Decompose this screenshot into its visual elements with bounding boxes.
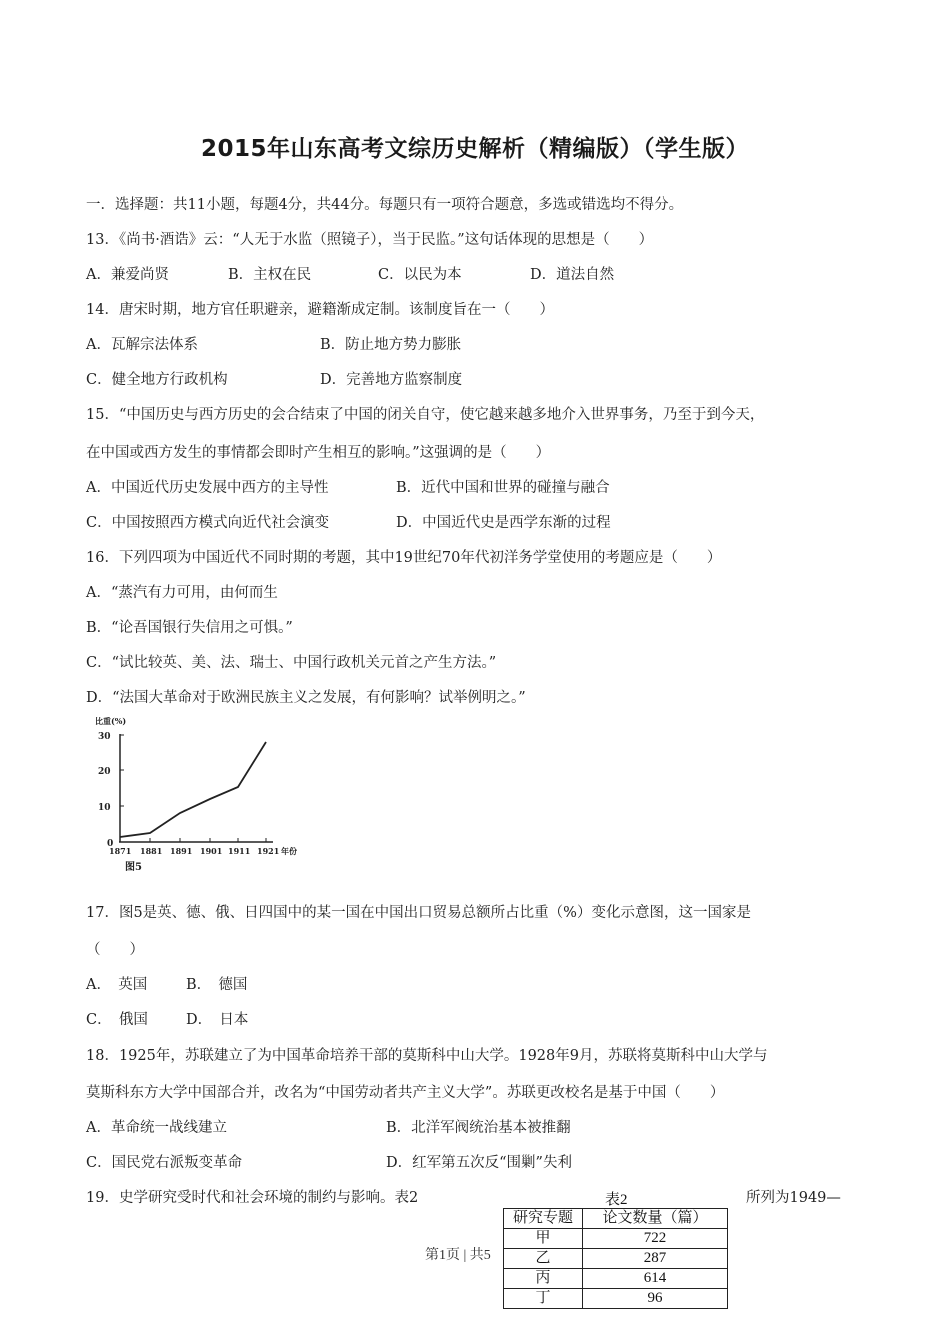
- ytick-30: 30: [98, 732, 111, 742]
- table-row: [504, 1269, 728, 1289]
- question-18-stem-line2: 莫斯科东方大学中国部合并，改名为“中国劳动者共产主义大学”。苏联更改校名是基于中国（ ）: [86, 1085, 725, 1101]
- xtick-1891: 1891: [170, 846, 193, 856]
- table-header-row: [504, 1209, 728, 1229]
- question-17-stem-line2: （ ）: [86, 942, 144, 958]
- question-15-stem-line1: 15．“中国历史与西方历史的会合结束了中国的闭关自守，使它越来越多地介入世界事务，乃至于到今天，: [86, 407, 765, 423]
- table-row: [504, 1229, 728, 1249]
- xtick-1911: 1911: [228, 846, 251, 856]
- chart-xlabel: 年份: [281, 846, 297, 856]
- table-2: [503, 1208, 728, 1309]
- data-line: [120, 742, 266, 837]
- question-14-stem: 14．唐宋时期，地方官任职避亲，避籍渐成定制。该制度旨在一（ ）: [86, 302, 554, 318]
- table-row: [504, 1289, 728, 1309]
- question-16-option-a: A．“蒸汽有力可用，由何而生: [86, 585, 278, 601]
- question-17-option-c: C． 俄国: [86, 1012, 148, 1028]
- question-14-option-c: C．健全地方行政机构: [86, 372, 228, 388]
- question-13-option-c: C．以民为本: [378, 267, 462, 283]
- question-16-option-c: C．“试比较英、美、法、瑞士、中国行政机关元首之产生方法。”: [86, 655, 497, 671]
- document-title: 2015年山东高考文综历史解析（精编版）（学生版）: [200, 136, 749, 162]
- question-16-stem: 16．下列四项为中国近代不同时期的考题，其中19世纪70年代初洋务学堂使用的考题应是（ ）: [86, 550, 722, 566]
- table-cell-topic: 甲: [504, 1229, 583, 1249]
- ytick-10: 10: [98, 803, 111, 813]
- xtick-1921: 1921: [257, 846, 280, 856]
- question-18-option-c: C．国民党右派叛变革命: [86, 1155, 243, 1171]
- table-cell-topic: 乙: [504, 1249, 583, 1269]
- question-15-option-a: A．中国近代历史发展中西方的主导性: [86, 480, 329, 496]
- question-18-option-d: D．红军第五次反“围剿”失利: [386, 1155, 572, 1171]
- question-13-option-d: D．道法自然: [530, 267, 615, 283]
- section-header: 一．选择题：共11小题，每题4分，共44分。每题只有一项符合题意，多选或错选均不得分。: [86, 197, 684, 213]
- ytick-20: 20: [98, 767, 111, 777]
- question-17-option-d: D． 日本: [186, 1012, 249, 1028]
- question-14-option-a: A．瓦解宗法体系: [86, 337, 198, 353]
- question-15-stem-line2: 在中国或西方发生的事情都会即时产生相互的影响。”这强调的是（ ）: [86, 445, 551, 461]
- question-18-stem-line1: 18．1925年，苏联建立了为中国革命培养干部的莫斯科中山大学。1928年9月，苏联将莫斯科中山大学与: [86, 1048, 768, 1064]
- question-14-option-b: B．防止地方势力膨胀: [320, 337, 462, 353]
- ytick-0: 0: [107, 839, 114, 849]
- xtick-1881: 1881: [140, 846, 163, 856]
- table-row: [504, 1249, 728, 1269]
- table-cell-count: 722: [583, 1229, 728, 1249]
- table-2-caption: 表2: [605, 1192, 628, 1208]
- table-cell-topic: 丁: [504, 1289, 583, 1309]
- table-cell-topic: 丙: [504, 1269, 583, 1289]
- question-18-option-a: A．革命统一战线建立: [86, 1120, 227, 1136]
- question-15-option-d: D．中国近代史是西学东渐的过程: [396, 515, 611, 531]
- table-cell-count: 96: [583, 1289, 728, 1309]
- question-16-option-d: D．“法国大革命对于欧洲民族主义之发展，有何影响？试举例明之。”: [86, 690, 526, 706]
- page-footer: 第1页 | 共5: [425, 1248, 491, 1263]
- question-17-option-a: A． 英国: [86, 977, 148, 993]
- chart-title: 图5: [125, 862, 142, 873]
- question-15-option-b: B．近代中国和世界的碰撞与融合: [396, 480, 610, 496]
- question-16-option-b: B．“论吾国银行失信用之可惧。”: [86, 620, 293, 636]
- xtick-1901: 1901: [200, 846, 223, 856]
- question-17-option-b: B． 德国: [186, 977, 248, 993]
- question-19-stem-part1: 19．史学研究受时代和社会环境的制约与影响。表2: [86, 1190, 419, 1206]
- question-17-stem-line1: 17．图5是英、德、俄、日四国中的某一国在中国出口贸易总额所占比重（%）变化示意图，这一国家是: [86, 905, 751, 921]
- table-header-topic: 研究专题: [504, 1209, 583, 1229]
- chart-ylabel: 比重(%): [95, 716, 127, 726]
- table-cell-count: 614: [583, 1269, 728, 1289]
- table-cell-count: 287: [583, 1249, 728, 1269]
- question-18-option-b: B．北洋军阀统治基本被推翻: [386, 1120, 571, 1136]
- question-13-option-a: A．兼爱尚贤: [86, 267, 169, 283]
- question-13-option-b: B．主权在民: [228, 267, 312, 283]
- question-14-option-d: D．完善地方监察制度: [320, 372, 463, 388]
- question-15-option-c: C．中国按照西方模式向近代社会演变: [86, 515, 330, 531]
- figure-5-chart: [95, 712, 315, 882]
- xtick-1871: 1871: [109, 846, 132, 856]
- question-19-stem-part2: 所列为1949—: [746, 1190, 841, 1206]
- table-header-count: 论文数量（篇）: [583, 1209, 728, 1229]
- question-13-stem: 13．《尚书·酒诰》云：“人无于水监（照镜子），当于民监。”这句话体现的思想是（ ）: [86, 232, 654, 248]
